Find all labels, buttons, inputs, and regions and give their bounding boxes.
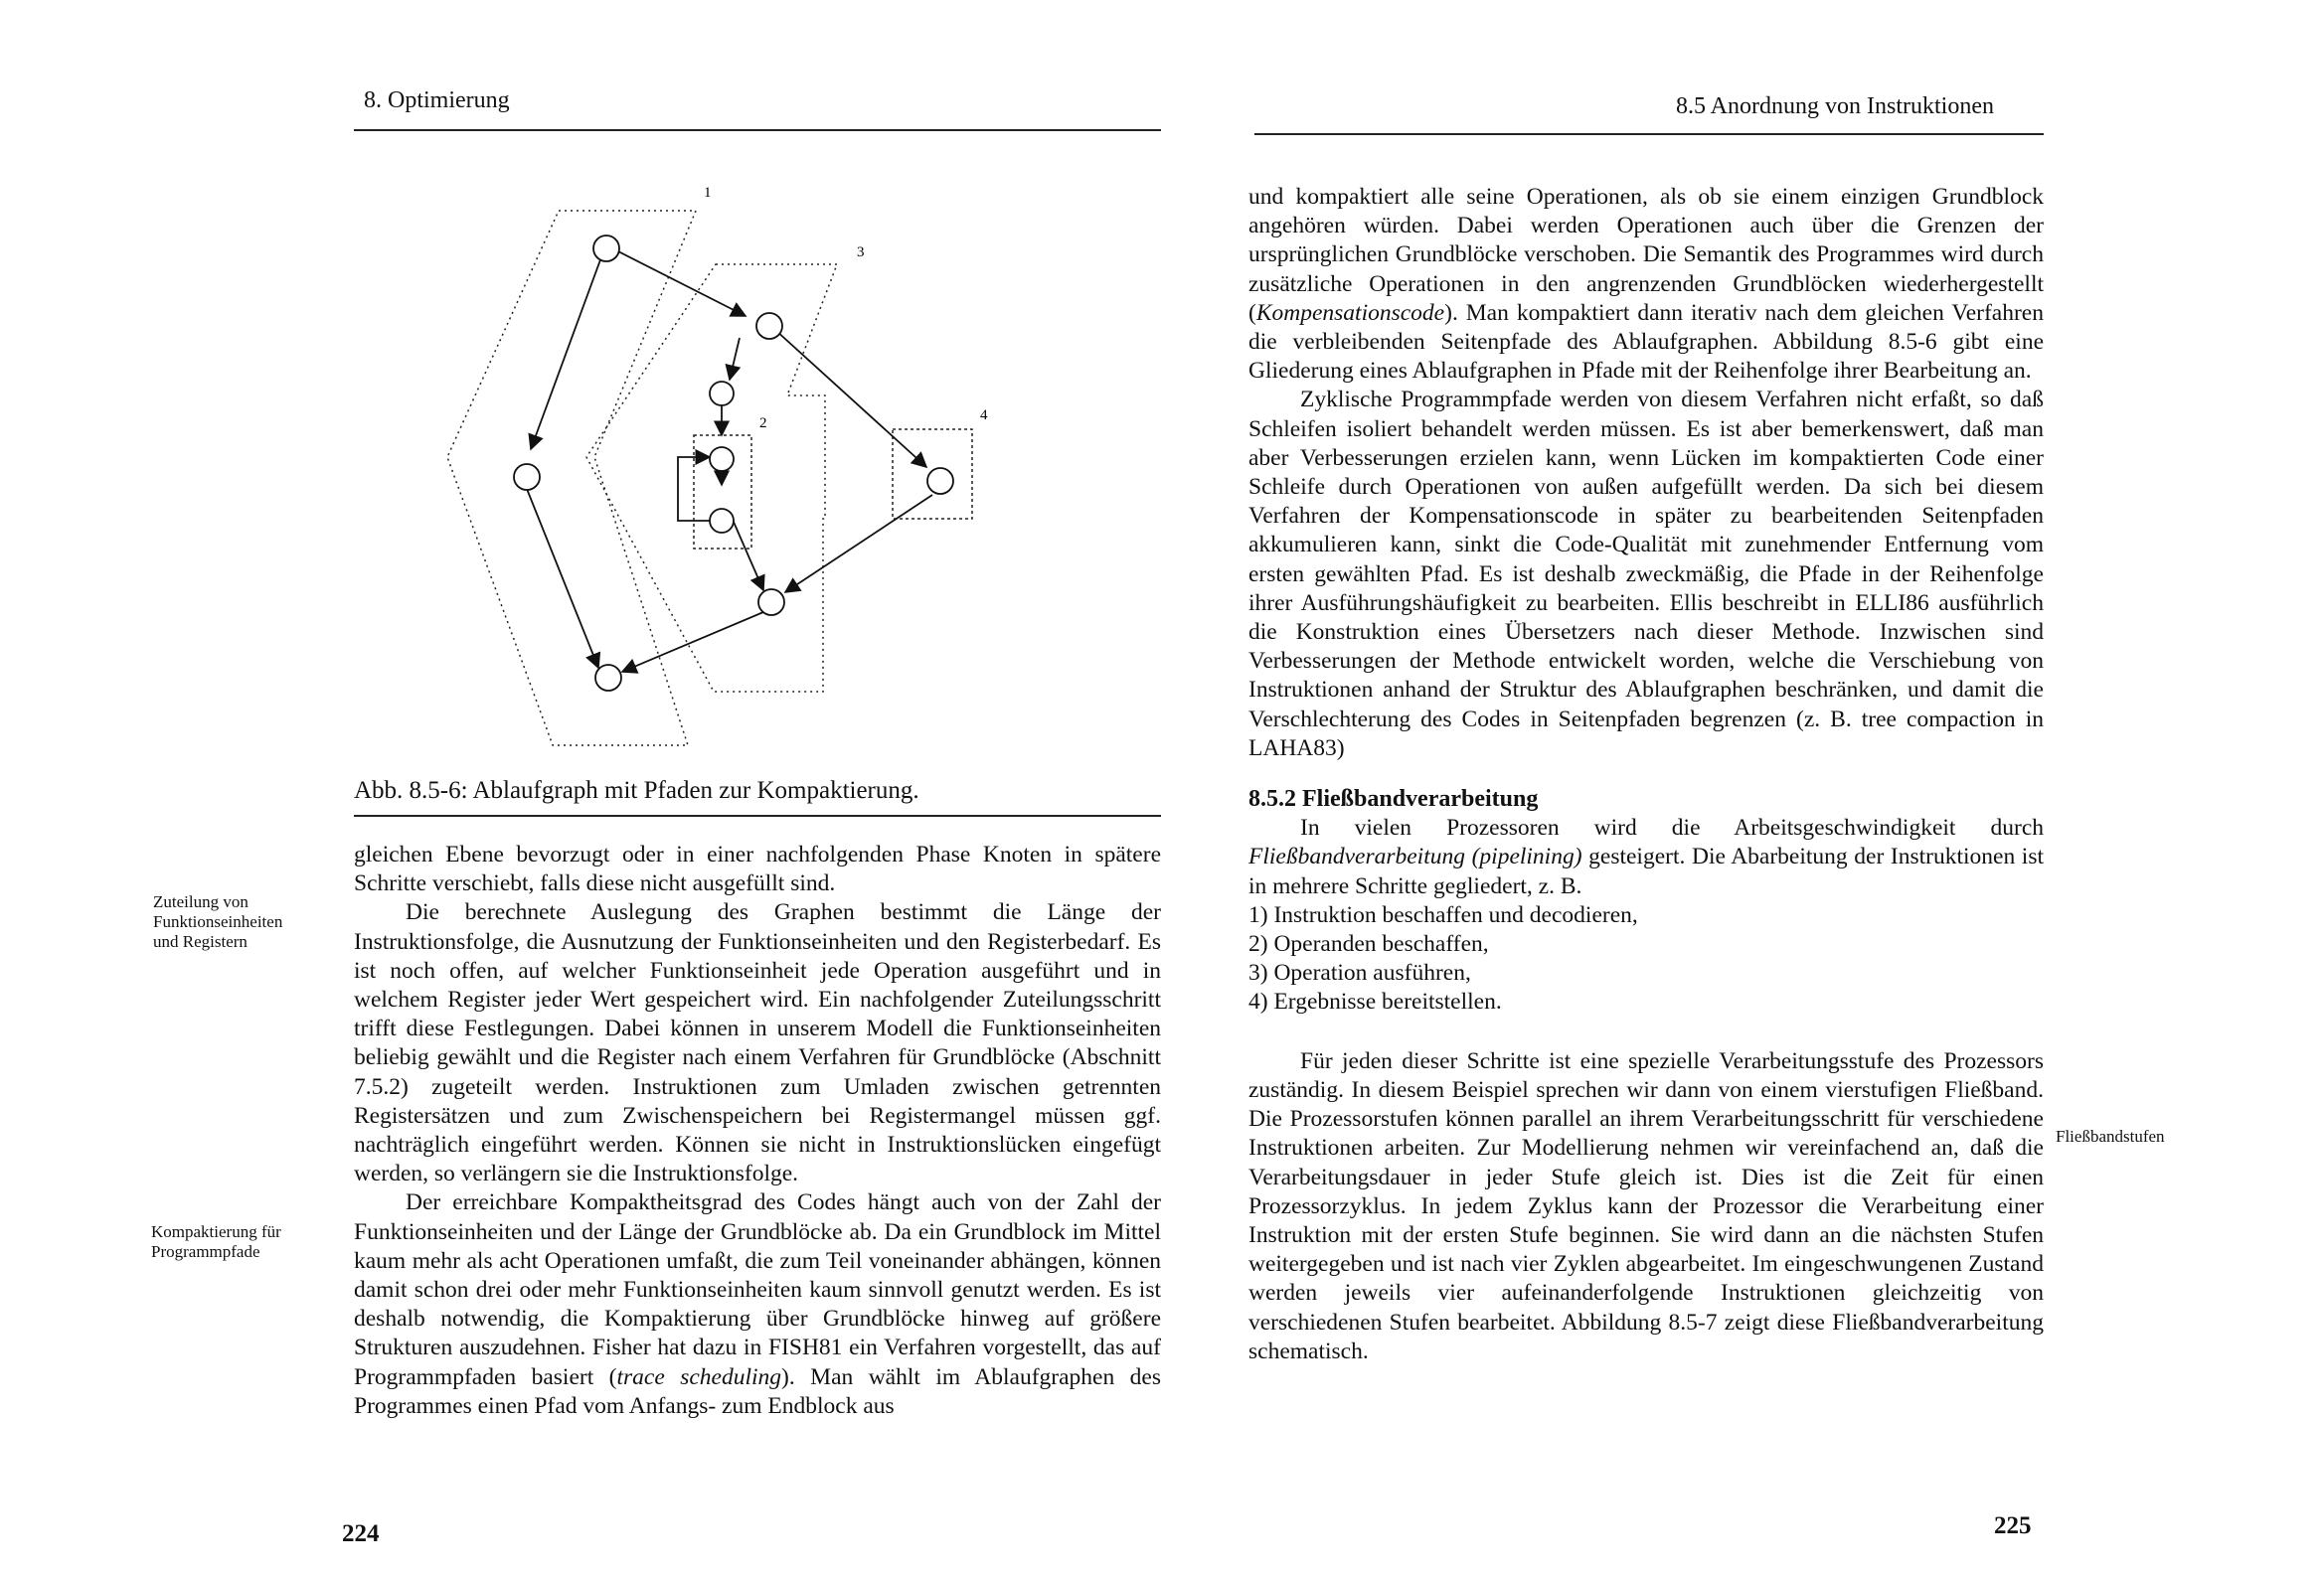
- graph-node: [758, 589, 784, 615]
- graph-node: [593, 236, 619, 261]
- paragraph-text: ). Man wählt im Ablaufgraphen des Programmes einen Pfad vom Anfangs- zum Endblock aus: [354, 1363, 1161, 1419]
- path-label-1: 1: [704, 185, 712, 201]
- margin-note-allocation: Zuteilung von Funktionseinheiten und Registern: [153, 892, 283, 951]
- list-item: 2) Operanden beschaffen,: [1248, 931, 1489, 958]
- flow-graph-figure: [427, 169, 1004, 765]
- page-number-left: 224: [342, 1520, 380, 1547]
- path-label-4: 4: [980, 407, 988, 423]
- page-number-right: 225: [1994, 1512, 2032, 1539]
- paragraph-text: Der erreichbare Kompaktheitsgrad des Codes hängt auch von der Zahl der Funktionseinheiten und der Länge der Grundblöcke ab. Da ein Grundblock im Mittel kaum mehr als acht Operationen umfaßt, die zum Teil voneinander abhängen, können damit schon drei oder mehr Funktionseinheiten kaum sinnvoll genutzt werden. Es ist deshalb notwendig, die Kompaktierung über Grundblöcke hinweg auf größere Strukturen auszudehnen. Fisher hat dazu in FISH81 ein Verfahren vorgestellt, das auf Programmpfaden basiert (: [354, 1189, 1161, 1390]
- path-region-3: [586, 264, 837, 692]
- graph-node: [595, 665, 621, 691]
- list-item: 3) Operation ausführen,: [1248, 960, 1471, 987]
- right-body-text: [1248, 183, 2044, 1366]
- list-item: 1) Instruktion beschaffen und decodieren,: [1248, 901, 1638, 928]
- edge: [622, 612, 763, 672]
- right-header-rule: [1254, 133, 2044, 135]
- left-body-text: [354, 841, 1161, 1421]
- left-page-header: 8. Optimierung: [364, 87, 510, 113]
- figure-caption: Abb. 8.5-6: Ablaufgraph mit Pfaden zur Kompaktierung.: [354, 777, 919, 804]
- right-page-header: 8.5 Anordnung von Instruktionen: [1676, 93, 1994, 119]
- caption-rule: [354, 815, 1161, 817]
- list-item: 4) Ergebnisse bereitstellen.: [1248, 989, 1502, 1016]
- emphasis: trace scheduling: [616, 1363, 782, 1390]
- edge: [527, 489, 598, 668]
- path-label-2: 2: [759, 415, 767, 431]
- paragraph: Zyklische Programmpfade werden von diesem Verfahren nicht erfaßt, so daß Schleifen isoliert behandelt werden müssen. Es ist aber bemerkenswert, daß man aber Verbesserungen erzielen kann, wenn Lücken im kompaktierten Code einer Schleife durch Operationen von außen aufgefüllt werden. Da sich bei diesem Verfahren der Kompensationscode in später zu bearbeitenden Seitenpfaden akkumulieren kann, sinkt die Code-Qualität mit zunehmender Entfernung vom ersten gewählten Pfad. Es ist deshalb zweckmäßig, die Pfade in der Reihenfolge ihrer Ausführungshäufigkeit zu bearbeiten. Ellis beschreibt in ELLI86 ausführlich die Konstruktion eines Übersetzers nach dieser Methode. Inzwischen sind Verbesserungen der Methode entwickelt worden, welche die Verschiebung von Instruktionen anhand der Struktur des Ablaufgraphen beschränken, und damit die Verschlechterung des Codes in Seitenpfaden begrenzen (z. B. tree compaction in LAHA83): [1248, 387, 2044, 761]
- paragraph: In vielen Prozessoren wird die Arbeitsgeschwindigkeit durch Fließbandverarbeitung (pipelining) gesteigert. Die Abarbeitung der Instruktionen ist in mehrere Schritte gegliedert, z. B.: [1248, 815, 2044, 899]
- graph-node: [710, 509, 734, 533]
- edge: [531, 254, 602, 449]
- paragraph: [354, 1188, 1161, 1421]
- edge: [616, 250, 746, 316]
- edge: [730, 338, 740, 380]
- graph-node: [710, 447, 734, 471]
- paragraph: gleichen Ebene bevorzugt oder in einer nachfolgenden Phase Knoten in spätere Schritte verschiebt, falls diese nicht ausgefüllt sind.: [354, 842, 1161, 897]
- paragraph: Die berechnete Auslegung des Graphen bestimmt die Länge der Instruktionsfolge, die Ausnutzung der Funktionseinheiten und den Registerbedarf. Es ist noch offen, auf welcher Funktionseinheit jede Operation ausgeführt und in welchem Register jeder Wert gespeichert wird. Ein nachfolgender Zuteilungsschritt trifft diese Festlegungen. Dabei können in unserem Modell die Funktionseinheiten beliebig gewählt und die Register nach einem Verfahren für Grundblöcke (Abschnitt 7.5.2) zugeteilt werden. Instruktionen zum Umladen zwischen getrennten Registersätzen und zum Zwischenspeichern bei Registermangel müssen ggf. nachträglich eingeführt werden. Können sie nicht in Instruktionslücken eingefügt werden, so verlängern sie die Instruktionsfolge.: [354, 899, 1161, 1187]
- path-region-1: [447, 211, 696, 745]
- section-heading: 8.5.2 Fließbandverarbeitung: [1248, 786, 1539, 813]
- graph-node: [710, 382, 734, 405]
- graph-node: [514, 464, 540, 490]
- margin-note-pipeline: Fließbandstufen: [2056, 1127, 2165, 1146]
- graph-node: [927, 468, 953, 494]
- paragraph: und kompaktiert alle seine Operationen, als ob sie einem einzigen Grundblock angehören würden. Dabei werden Operationen auch über die Grenzen der ursprünglichen Grundblöcke verschoben. Die Semantik des Programmes wird durch zusätzliche Operationen in den angrenzenden Grundblöcken wiederhergestellt (Kompensationscode). Man kompaktiert dann iterativ nach dem gleichen Verfahren die verbleibenden Seitenpfade des Ablaufgraphen. Abbildung 8.5-6 gibt eine Gliederung eines Ablaufgraphen in Pfade mit der Reihenfolge ihrer Bearbeitung an.: [1248, 184, 2044, 385]
- edge: [730, 513, 763, 590]
- graph-node: [756, 313, 782, 339]
- edge: [785, 495, 932, 592]
- left-header-rule: [354, 129, 1161, 131]
- edge: [775, 330, 926, 467]
- margin-note-trace: Kompaktierung für Programmpfade: [151, 1222, 281, 1261]
- path-label-3: 3: [857, 244, 865, 260]
- paragraph: Für jeden dieser Schritte ist eine spezielle Verarbeitungsstufe des Prozessors zuständig. In diesem Beispiel sprechen wir dann von einem vierstufigen Fließband. Die Prozessorstufen können parallel an ihrem Verarbeitungsschritt für verschiedene Instruktionen arbeiten. Zur Modellierung nehmen wir vereinfachend an, daß die Verarbeitungsdauer in jeder Stufe gleich ist. Dies ist die Zeit für einen Prozessorzyklus. In jedem Zyklus kann der Prozessor die Verarbeitung einer Instruktion mit der ersten Stufe beginnen. Sie wird dann an die nächsten Stufen weitergegeben und ist nach vier Zyklen abgearbeitet. Im eingeschwungenen Zustand werden jeweils vier aufeinanderfolgende Instruktionen gleichzeitig von verschiedenen Stufen bearbeitet. Abbildung 8.5-7 zeigt diese Fließbandverarbeitung schematisch.: [1248, 1047, 2044, 1364]
